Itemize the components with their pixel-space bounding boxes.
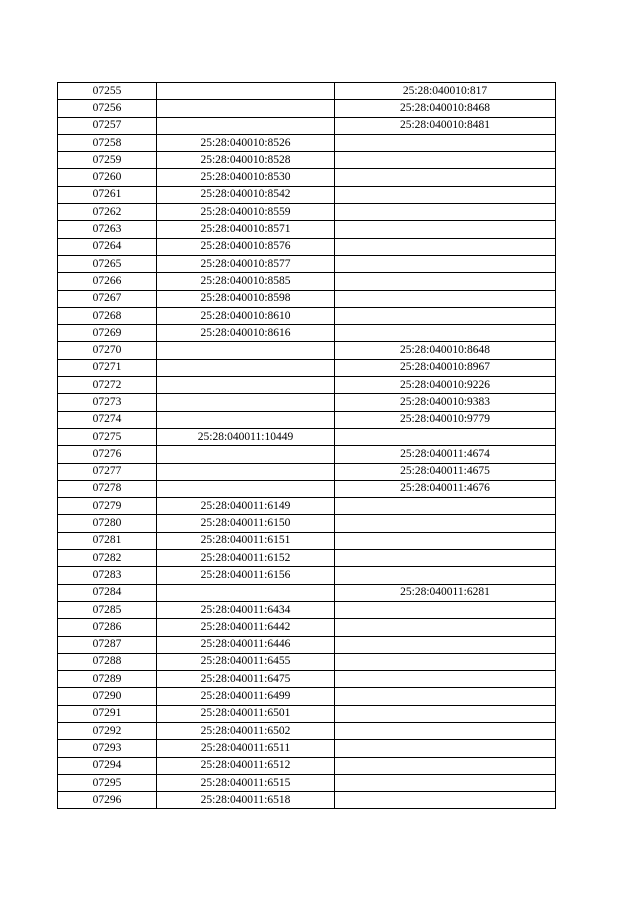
cadastral-number-cell: 25:28:040010:8585 (157, 273, 335, 290)
row-number-cell: 07289 (58, 671, 157, 688)
table-row (58, 550, 556, 567)
table-row (58, 515, 556, 532)
table-row (58, 498, 556, 515)
table-row (58, 221, 556, 238)
table-row (58, 359, 556, 376)
cadastral-number-alt-cell: 25:28:040011:4676 (335, 480, 556, 497)
cadastral-number-alt-cell (335, 757, 556, 774)
cadastral-number-alt-cell: 25:28:040010:9779 (335, 411, 556, 428)
cadastral-number-alt-cell (335, 204, 556, 221)
row-number-cell: 07260 (58, 169, 157, 186)
cadastral-number-alt-cell (335, 498, 556, 515)
cadastral-number-cell (157, 463, 335, 480)
row-number-cell: 07262 (58, 204, 157, 221)
cadastral-number-cell (157, 480, 335, 497)
table-row (58, 463, 556, 480)
table-row (58, 255, 556, 272)
cadastral-number-alt-cell: 25:28:040010:8468 (335, 100, 556, 117)
row-number-cell: 07271 (58, 359, 157, 376)
cadastral-number-alt-cell (335, 515, 556, 532)
cadastral-number-alt-cell (335, 671, 556, 688)
table-row (58, 774, 556, 791)
cadastral-number-alt-cell (335, 740, 556, 757)
cadastral-number-alt-cell: 25:28:040010:8967 (335, 359, 556, 376)
row-number-cell: 07264 (58, 238, 157, 255)
table-row (58, 446, 556, 463)
cadastral-number-alt-cell: 25:28:040010:817 (335, 83, 556, 100)
cadastral-number-cell: 25:28:040011:6152 (157, 550, 335, 567)
cadastral-number-alt-cell (335, 653, 556, 670)
cadastral-number-alt-cell (335, 705, 556, 722)
cadastral-number-cell: 25:28:040010:8526 (157, 134, 335, 151)
cadastral-number-alt-cell (335, 186, 556, 203)
table-row (58, 238, 556, 255)
row-number-cell: 07276 (58, 446, 157, 463)
table-row (58, 532, 556, 549)
cadastral-number-cell (157, 100, 335, 117)
table-row (58, 290, 556, 307)
cadastral-number-alt-cell (335, 601, 556, 618)
row-number-cell: 07284 (58, 584, 157, 601)
table-row (58, 705, 556, 722)
table-row (58, 377, 556, 394)
table-row (58, 671, 556, 688)
cadastral-number-cell (157, 359, 335, 376)
cadastral-number-cell: 25:28:040011:6518 (157, 792, 335, 809)
table-row (58, 394, 556, 411)
table-row (58, 636, 556, 653)
cadastral-number-cell: 25:28:040011:6151 (157, 532, 335, 549)
cadastral-number-alt-cell (335, 221, 556, 238)
cadastral-number-alt-cell: 25:28:040011:4674 (335, 446, 556, 463)
cadastral-number-cell: 25:28:040010:8528 (157, 152, 335, 169)
cadastral-number-cell (157, 342, 335, 359)
cadastral-number-cell: 25:28:040010:8610 (157, 307, 335, 324)
cadastral-number-cell: 25:28:040010:8577 (157, 255, 335, 272)
row-number-cell: 07268 (58, 307, 157, 324)
cadastral-number-alt-cell: 25:28:040010:8481 (335, 117, 556, 134)
cadastral-number-alt-cell (335, 619, 556, 636)
cadastral-number-cell: 25:28:040010:8616 (157, 325, 335, 342)
table-row (58, 567, 556, 584)
row-number-cell: 07281 (58, 532, 157, 549)
row-number-cell: 07293 (58, 740, 157, 757)
row-number-cell: 07263 (58, 221, 157, 238)
row-number-cell: 07291 (58, 705, 157, 722)
cadastral-number-alt-cell (335, 325, 556, 342)
row-number-cell: 07270 (58, 342, 157, 359)
table-row (58, 307, 556, 324)
table-row (58, 480, 556, 497)
row-number-cell: 07258 (58, 134, 157, 151)
cadastral-number-cell: 25:28:040011:6501 (157, 705, 335, 722)
row-number-cell: 07292 (58, 722, 157, 739)
cadastral-number-alt-cell (335, 722, 556, 739)
cadastral-number-alt-cell (335, 567, 556, 584)
row-number-cell: 07272 (58, 377, 157, 394)
row-number-cell: 07290 (58, 688, 157, 705)
cadastral-table (57, 82, 556, 809)
row-number-cell: 07295 (58, 774, 157, 791)
row-number-cell: 07285 (58, 601, 157, 618)
cadastral-number-alt-cell (335, 152, 556, 169)
cadastral-number-cell: 25:28:040011:6442 (157, 619, 335, 636)
cadastral-number-cell: 25:28:040011:6511 (157, 740, 335, 757)
table-row (58, 688, 556, 705)
cadastral-number-alt-cell (335, 290, 556, 307)
row-number-cell: 07277 (58, 463, 157, 480)
cadastral-number-alt-cell (335, 688, 556, 705)
cadastral-number-cell: 25:28:040011:6512 (157, 757, 335, 774)
table-row (58, 757, 556, 774)
cadastral-number-alt-cell: 25:28:040011:6281 (335, 584, 556, 601)
table-row (58, 117, 556, 134)
cadastral-number-cell: 25:28:040011:6455 (157, 653, 335, 670)
cadastral-number-alt-cell (335, 238, 556, 255)
cadastral-number-alt-cell (335, 273, 556, 290)
table-body (58, 83, 556, 809)
cadastral-number-alt-cell (335, 134, 556, 151)
cadastral-number-cell: 25:28:040011:6156 (157, 567, 335, 584)
row-number-cell: 07261 (58, 186, 157, 203)
cadastral-number-cell: 25:28:040011:6149 (157, 498, 335, 515)
cadastral-number-cell: 25:28:040011:6475 (157, 671, 335, 688)
table-row (58, 584, 556, 601)
row-number-cell: 07296 (58, 792, 157, 809)
cadastral-number-alt-cell (335, 792, 556, 809)
table-row (58, 273, 556, 290)
row-number-cell: 07266 (58, 273, 157, 290)
row-number-cell: 07282 (58, 550, 157, 567)
table-row (58, 83, 556, 100)
row-number-cell: 07287 (58, 636, 157, 653)
cadastral-number-alt-cell (335, 774, 556, 791)
table-row (58, 740, 556, 757)
cadastral-number-cell (157, 394, 335, 411)
table-row (58, 186, 556, 203)
cadastral-number-alt-cell (335, 636, 556, 653)
row-number-cell: 07274 (58, 411, 157, 428)
table-row (58, 134, 556, 151)
cadastral-number-alt-cell (335, 307, 556, 324)
table-row (58, 792, 556, 809)
row-number-cell: 07294 (58, 757, 157, 774)
cadastral-number-cell: 25:28:040011:6150 (157, 515, 335, 532)
cadastral-number-cell: 25:28:040011:6434 (157, 601, 335, 618)
cadastral-number-cell: 25:28:040010:8576 (157, 238, 335, 255)
row-number-cell: 07279 (58, 498, 157, 515)
cadastral-number-cell (157, 117, 335, 134)
cadastral-number-cell: 25:28:040010:8571 (157, 221, 335, 238)
table-row (58, 428, 556, 445)
cadastral-number-cell (157, 584, 335, 601)
cadastral-number-alt-cell (335, 428, 556, 445)
cadastral-number-cell: 25:28:040010:8542 (157, 186, 335, 203)
table-row (58, 653, 556, 670)
cadastral-number-alt-cell (335, 169, 556, 186)
cadastral-number-alt-cell (335, 550, 556, 567)
cadastral-number-alt-cell: 25:28:040011:4675 (335, 463, 556, 480)
table-row (58, 342, 556, 359)
row-number-cell: 07288 (58, 653, 157, 670)
row-number-cell: 07257 (58, 117, 157, 134)
cadastral-number-cell: 25:28:040011:6499 (157, 688, 335, 705)
cadastral-number-alt-cell (335, 532, 556, 549)
cadastral-number-cell (157, 83, 335, 100)
table-row (58, 204, 556, 221)
table-row (58, 152, 556, 169)
cadastral-number-cell (157, 446, 335, 463)
cadastral-number-cell: 25:28:040010:8598 (157, 290, 335, 307)
table-row (58, 601, 556, 618)
cadastral-number-alt-cell: 25:28:040010:9226 (335, 377, 556, 394)
row-number-cell: 07267 (58, 290, 157, 307)
row-number-cell: 07259 (58, 152, 157, 169)
row-number-cell: 07273 (58, 394, 157, 411)
row-number-cell: 07283 (58, 567, 157, 584)
cadastral-number-alt-cell: 25:28:040010:9383 (335, 394, 556, 411)
cadastral-number-alt-cell (335, 255, 556, 272)
table-row (58, 411, 556, 428)
cadastral-number-alt-cell: 25:28:040010:8648 (335, 342, 556, 359)
cadastral-number-cell: 25:28:040011:6446 (157, 636, 335, 653)
cadastral-number-cell: 25:28:040011:6502 (157, 722, 335, 739)
cadastral-number-cell (157, 377, 335, 394)
cadastral-number-cell: 25:28:040010:8559 (157, 204, 335, 221)
row-number-cell: 07286 (58, 619, 157, 636)
cadastral-number-cell: 25:28:040010:8530 (157, 169, 335, 186)
table-row (58, 169, 556, 186)
table-row (58, 619, 556, 636)
row-number-cell: 07255 (58, 83, 157, 100)
table-row (58, 325, 556, 342)
row-number-cell: 07265 (58, 255, 157, 272)
cadastral-number-cell: 25:28:040011:6515 (157, 774, 335, 791)
row-number-cell: 07269 (58, 325, 157, 342)
table-row (58, 722, 556, 739)
cadastral-number-cell (157, 411, 335, 428)
row-number-cell: 07256 (58, 100, 157, 117)
row-number-cell: 07275 (58, 428, 157, 445)
row-number-cell: 07278 (58, 480, 157, 497)
table-row (58, 100, 556, 117)
cadastral-number-cell: 25:28:040011:10449 (157, 428, 335, 445)
row-number-cell: 07280 (58, 515, 157, 532)
